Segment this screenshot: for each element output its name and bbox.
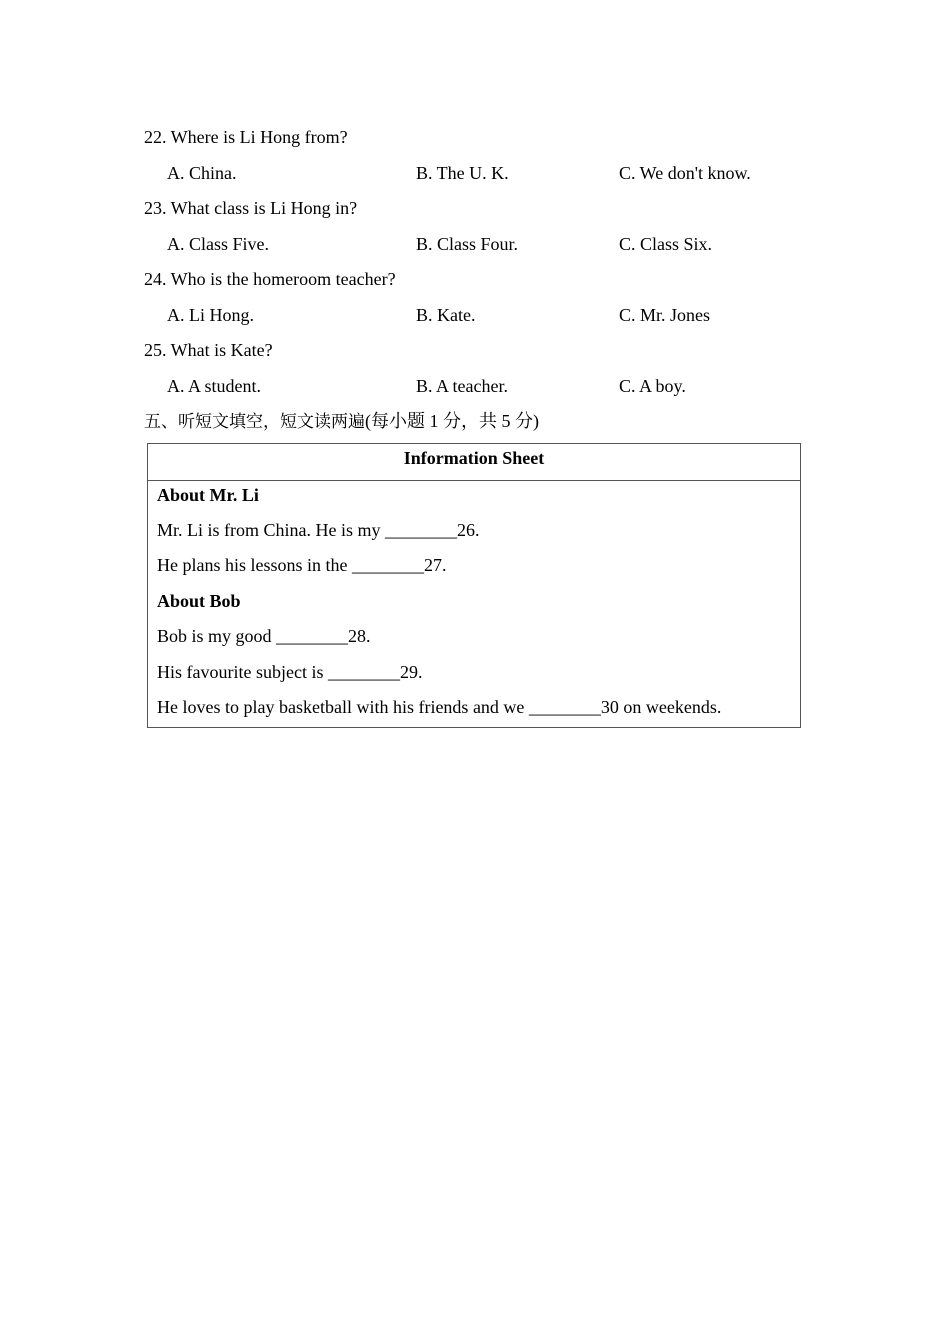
section-five-title — [144, 410, 539, 433]
question-24-option-b: B. Kate. — [416, 305, 476, 325]
question-23-option-a: A. Class Five. — [167, 234, 270, 254]
heading-about-bob: About Bob — [157, 591, 241, 611]
blank-line-27: He plans his lessons in the ________27. — [157, 555, 447, 575]
heading-about-mr-li: About Mr. Li — [157, 485, 259, 505]
information-sheet-title: Information Sheet — [148, 444, 800, 481]
question-25-option-a: A. A student. — [167, 376, 262, 396]
question-24-option-c: C. Mr. Jones — [619, 305, 711, 325]
blank-line-29: His favourite subject is ________29. — [157, 662, 423, 682]
question-23-stem: 23. What class is Li Hong in? — [144, 198, 358, 218]
question-22-option-c: C. We don't know. — [619, 163, 751, 183]
question-22-option-b: B. The U. K. — [416, 163, 509, 183]
question-22-stem: 22. Where is Li Hong from? — [144, 127, 348, 147]
question-22-option-a: A. China. — [167, 163, 237, 183]
question-24-option-a: A. Li Hong. — [167, 305, 254, 325]
question-23-option-c: C. Class Six. — [619, 234, 713, 254]
blank-line-30: He loves to play basketball with his friends and we ________30 on weekends. — [157, 697, 722, 717]
question-24-stem: 24. Who is the homeroom teacher? — [144, 269, 396, 289]
blank-line-28: Bob is my good ________28. — [157, 626, 371, 646]
section-five-title-cn: 五、听短文填空，短文读两遍 — [144, 412, 365, 432]
question-25-option-c: C. A boy. — [619, 376, 686, 396]
question-25-stem: 25. What is Kate? — [144, 340, 273, 360]
information-sheet-table — [147, 443, 801, 728]
question-25-option-b: B. A teacher. — [416, 376, 508, 396]
section-five-title-note: (每小题 1 分，共 5 分) — [365, 411, 539, 431]
blank-line-26: Mr. Li is from China. He is my ________26. — [157, 520, 480, 540]
question-23-option-b: B. Class Four. — [416, 234, 519, 254]
